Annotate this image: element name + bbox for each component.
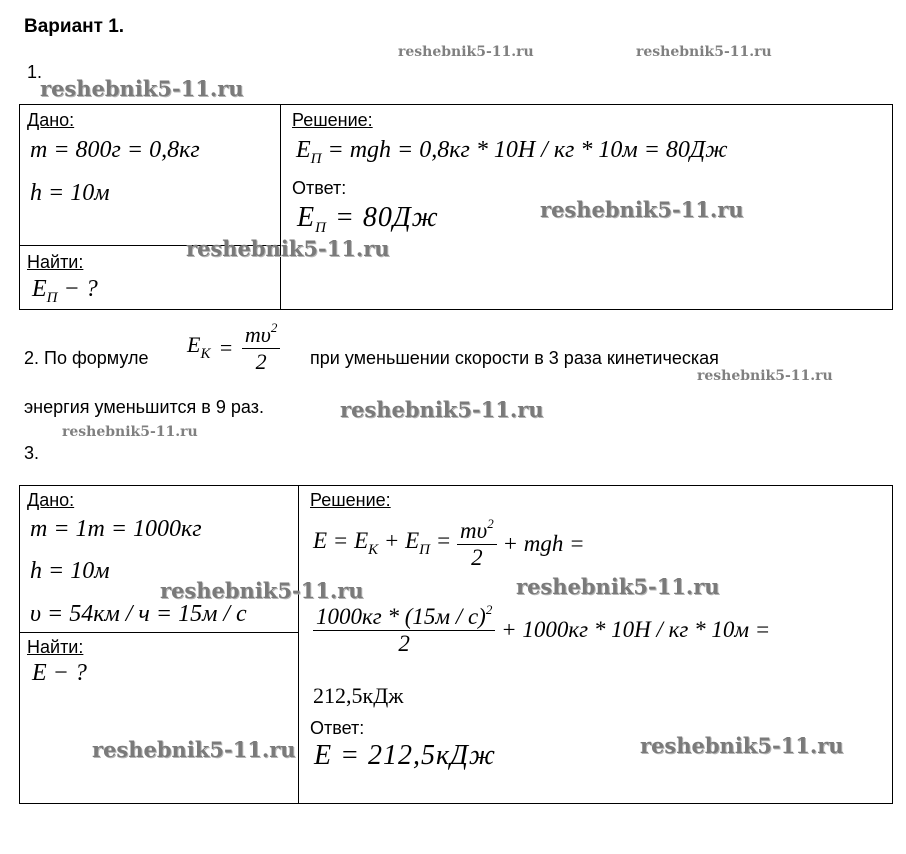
task3-given-divider [19, 632, 299, 633]
task3-number: 3. [24, 443, 40, 463]
task1-find: $E_П$ − ? [32, 276, 98, 306]
page-title: Вариант 1. [24, 16, 125, 37]
task2-text-line2: энергия уменьшится в 9 раз. [24, 397, 264, 417]
task3-answer: E = 212,5кДж [314, 740, 496, 771]
task3-solution-line2: $\frac{1000кг * (15м / с)^2}{2}$ + 1000кг * 10Н / кг * 10м = [313, 602, 770, 657]
watermark: reshebnik5-11.ru [340, 397, 544, 422]
task1-divider [280, 104, 281, 310]
watermark: reshebnik5-11.ru [516, 574, 720, 599]
task3-divider [298, 485, 299, 804]
task3-answer-label: Ответ: [310, 718, 365, 738]
watermark: reshebnik5-11.ru [40, 76, 244, 101]
task1-answer: $E_П = 80Дж$ [297, 202, 439, 236]
task3-given-label: Дано: [27, 490, 75, 510]
task3-find: E − ? [32, 660, 87, 686]
task1-number: 1. [27, 62, 43, 82]
watermark: reshebnik5-11.ru [92, 737, 296, 762]
watermark: reshebnik5-11.ru [186, 236, 390, 261]
watermark: reshebnik5-11.ru [697, 368, 833, 384]
task3-given-speed: υ = 54км / ч = 15м / с [30, 601, 247, 627]
task1-table [19, 104, 893, 310]
task2-formula: $E_К$ = $\frac{m\upsilon^2}{2}$ [187, 320, 280, 375]
watermark: reshebnik5-11.ru [398, 44, 534, 60]
task1-solution-label: Решение: [292, 110, 373, 130]
task1-solution: $E_П$ = mgh = 0,8кг * 10Н / кг * 10м = 80Дж [296, 137, 728, 167]
task1-given-mass: m = 800г = 0,8кг [30, 137, 200, 163]
task1-given-label: Дано: [27, 110, 75, 130]
task3-given-mass: m = 1т = 1000кг [30, 516, 202, 542]
task1-given-height: h = 10м [30, 180, 110, 206]
watermark: reshebnik5-11.ru [640, 733, 844, 758]
task3-solution-line1: $E = E_К + E_П$ = $\frac{m\upsilon^2}{2}$ + mgh = [313, 516, 585, 570]
task1-find-label: Найти: [27, 252, 84, 272]
watermark: reshebnik5-11.ru [62, 424, 198, 440]
task2-text-line1: при уменьшении скорости в 3 раза кинетическая [310, 348, 719, 368]
task3-given-height: h = 10м [30, 558, 110, 584]
watermark: reshebnik5-11.ru [160, 578, 364, 603]
task3-solution-label: Решение: [310, 490, 391, 510]
watermark: reshebnik5-11.ru [540, 197, 744, 222]
task3-find-label: Найти: [27, 637, 84, 657]
watermark: reshebnik5-11.ru [636, 44, 772, 60]
task3-solution-line3: 212,5кДж [313, 683, 404, 708]
task1-answer-label: Ответ: [292, 178, 347, 198]
task2-prefix: 2. По формуле [24, 348, 149, 368]
